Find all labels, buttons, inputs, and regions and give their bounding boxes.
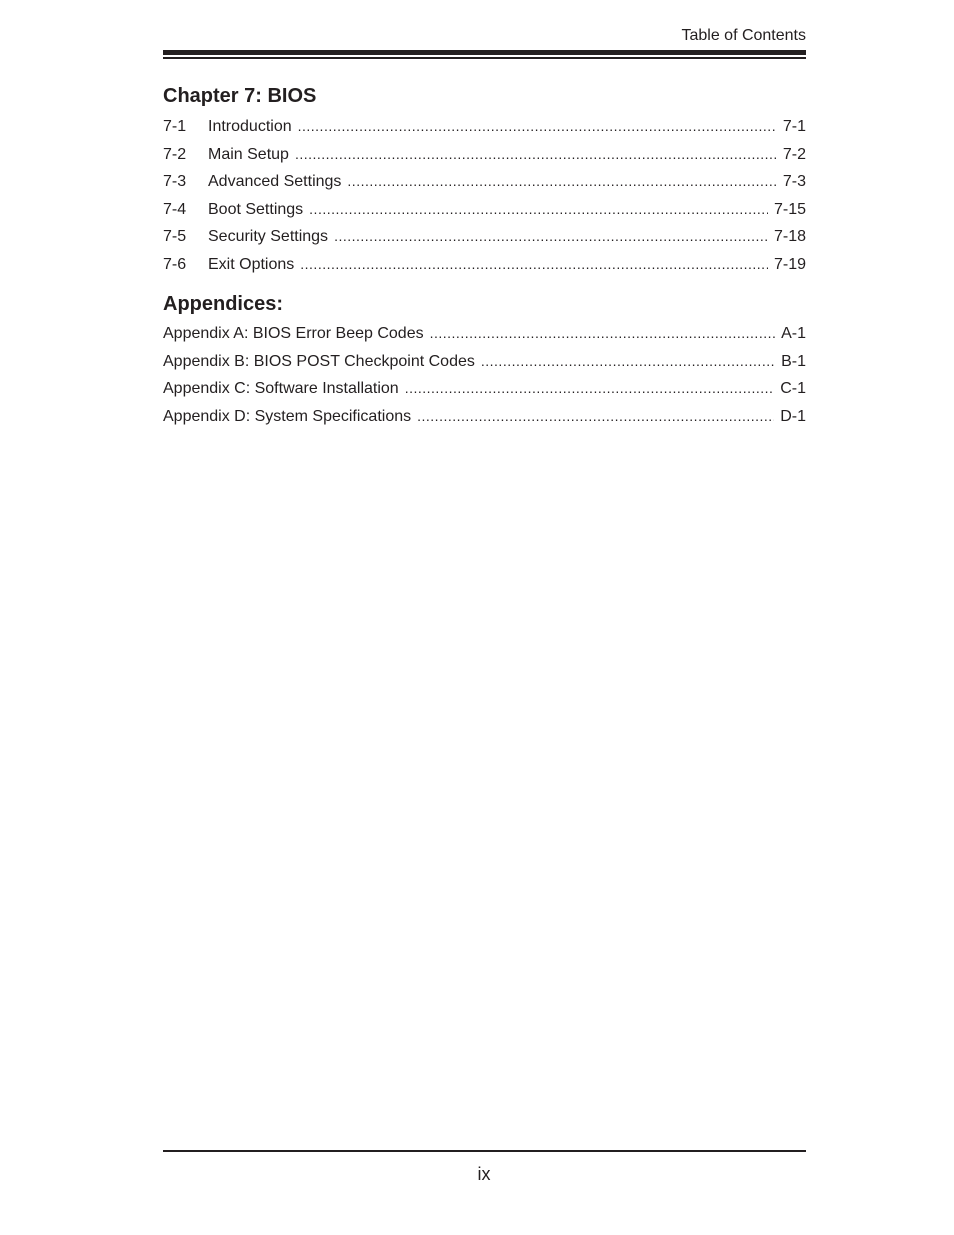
toc-entry-7-3[interactable] — [163, 171, 806, 199]
toc-entry-7-6[interactable] — [163, 254, 806, 282]
toc-entry-appendix-b[interactable] — [163, 351, 806, 379]
toc-entry-title: Exit Options — [208, 255, 295, 273]
toc-entry-number: 7-2 — [163, 145, 187, 163]
footer-rule — [163, 1150, 806, 1152]
toc-entry-page: B-1 — [781, 352, 806, 370]
toc-entry-title: Main Setup — [208, 145, 289, 163]
toc-entry-title: Introduction — [208, 118, 292, 135]
toc-entry-appendix-c[interactable] — [163, 378, 806, 406]
dot-leader — [481, 351, 775, 371]
toc-entry-page: 7-18 — [773, 228, 806, 245]
toc-entry-page: 7-19 — [773, 255, 806, 273]
dot-leader — [430, 323, 776, 343]
dot-leader — [347, 171, 776, 191]
header-rule-thick — [163, 50, 806, 55]
toc-entry-7-1[interactable] — [163, 116, 806, 144]
running-header: Table of Contents — [681, 27, 806, 44]
page-number: ix — [477, 1164, 491, 1184]
dot-leader — [334, 226, 768, 246]
dot-leader — [300, 254, 768, 274]
appendices-heading: Appendices: — [163, 293, 284, 315]
dot-leader — [298, 116, 777, 136]
toc-entry-appendix-d[interactable] — [163, 406, 806, 434]
toc-entry-title: Appendix A: BIOS Error Beep Codes — [163, 325, 424, 342]
toc-entry-page: A-1 — [781, 325, 806, 342]
toc-entry-page: 7-15 — [773, 200, 806, 218]
toc-entry-number: 7-1 — [163, 118, 187, 135]
toc-entry-number: 7-3 — [163, 173, 187, 190]
toc-entry-number: 7-4 — [163, 200, 187, 218]
chapter-7-heading: Chapter 7: BIOS — [163, 85, 317, 107]
dot-leader — [405, 378, 775, 398]
toc-entry-title: Appendix C: Software Installation — [163, 380, 399, 397]
toc-entry-title: Advanced Settings — [208, 173, 342, 190]
toc-entry-page: 7-3 — [782, 173, 806, 190]
toc-entry-title: Appendix D: System Specifications — [163, 407, 412, 425]
appendices-entries — [163, 323, 806, 433]
toc-entry-title: Appendix B: BIOS POST Checkpoint Codes — [163, 352, 475, 370]
toc-entry-page: 7-1 — [782, 118, 806, 135]
toc-entry-title: Boot Settings — [208, 200, 304, 218]
toc-entry-appendix-a[interactable] — [163, 323, 806, 351]
toc-entry-title: Security Settings — [208, 228, 329, 245]
dot-leader — [417, 406, 774, 426]
header-rule-thin — [163, 57, 806, 59]
dot-leader — [295, 144, 777, 164]
toc-entry-7-5[interactable] — [163, 226, 806, 254]
toc-entry-page: 7-2 — [782, 145, 806, 163]
toc-entry-number: 7-6 — [163, 255, 187, 273]
toc-entry-number: 7-5 — [163, 228, 187, 245]
toc-entry-page: C-1 — [780, 380, 806, 397]
toc-entry-page: D-1 — [780, 407, 806, 425]
chapter-7-section — [163, 84, 806, 281]
dot-leader — [309, 199, 768, 219]
chapter-7-entries — [163, 116, 806, 281]
toc-entry-7-2[interactable] — [163, 144, 806, 172]
toc-entry-7-4[interactable] — [163, 199, 806, 227]
appendices-section — [163, 292, 806, 433]
